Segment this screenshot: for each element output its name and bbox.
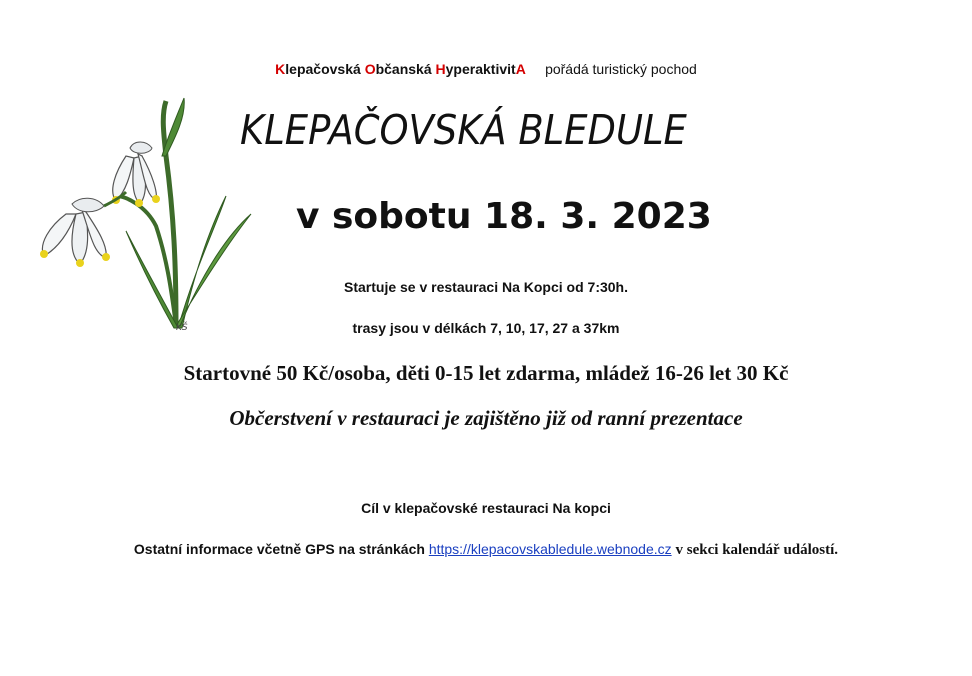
organizer-line (0, 61, 972, 77)
flower-bloom-lower (40, 192, 126, 267)
org-word-1: lepačovská (285, 61, 361, 77)
snowflake-flower-illustration (26, 96, 256, 336)
event-date: v sobotu 18. 3. 2023 (296, 196, 712, 237)
org-suffix: pořádá turistický pochod (545, 61, 697, 77)
start-info: Startuje se v restauraci Na Kopci od 7:30h. (344, 279, 628, 295)
fee-info: Startovné 50 Kč/osoba, děti 0-15 let zdarma, mládež 16-26 let 30 Kč (183, 361, 789, 385)
website-link[interactable]: https://klepacovskabledule.webnode.cz (428, 541, 672, 557)
info-suffix: v sekci kalendář událostí. (675, 542, 839, 558)
finish-info: Cíl v klepačovské restauraci Na kopci (361, 500, 611, 516)
routes-info: trasy jsou v délkách 7, 10, 17, 27 a 37km (352, 320, 620, 336)
info-prefix: Ostatní informace včetně GPS na stránkách (133, 541, 425, 557)
illustration-signature: KŠ (176, 323, 188, 333)
org-initial-h: H (435, 61, 446, 77)
org-final-a: A (515, 61, 526, 77)
org-word-2: bčanská (375, 61, 432, 77)
org-initial-o: O (364, 61, 376, 77)
org-initial-k: K (275, 61, 286, 77)
food-info: Občerstvení v restauraci je zajištěno již od ranní prezentace (229, 406, 743, 430)
flower-leaf (178, 196, 226, 328)
event-title: KLEPAČOVSKÁ BLEDULE (240, 106, 687, 154)
flower-leaf (176, 214, 251, 326)
more-info-line (0, 541, 972, 559)
org-word-3: yperaktivit (445, 61, 516, 77)
